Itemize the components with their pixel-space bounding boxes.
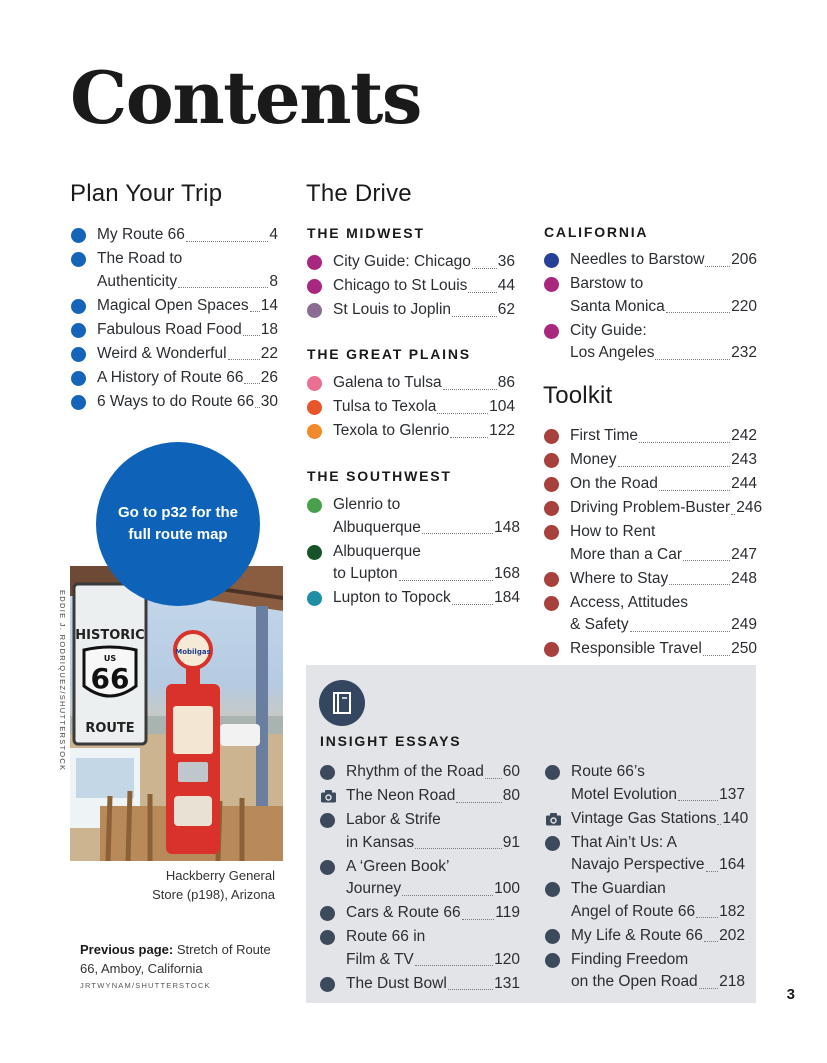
- toc-page-number: 4: [269, 226, 278, 243]
- previous-page-note: [80, 940, 280, 978]
- dot-leader: [639, 442, 730, 443]
- toc-page-number: 249: [731, 616, 757, 633]
- dot-leader: [472, 268, 497, 269]
- previous-page-text: Stretch of Route 66, Amboy, California: [80, 942, 271, 976]
- hackberry-store-photo: [70, 566, 283, 861]
- bullet-dot-icon: [307, 424, 322, 439]
- bullet-dot-icon: [71, 395, 86, 410]
- toc-entry-fabulous-road-food[interactable]: [70, 319, 278, 342]
- toc-page-number: 218: [719, 973, 745, 990]
- toc-entry-title: More than a Car: [570, 545, 682, 563]
- toc-page-number: 86: [497, 374, 515, 391]
- toc-entry-title-line1: Barstow to: [570, 275, 644, 292]
- toc-entry-the-neon-road[interactable]: [319, 785, 520, 808]
- bullet-dot-icon: [544, 525, 559, 540]
- toc-entry-tulsa-to-texola[interactable]: [306, 396, 515, 419]
- toc-page-number: 119: [495, 904, 520, 921]
- insight-essays-right-list: [544, 761, 749, 995]
- toc-entry-title-line1: Glenrio to: [333, 496, 401, 513]
- toc-entry-title: Needles to Barstow: [570, 251, 705, 268]
- plan-your-trip-list: [70, 224, 278, 415]
- bullet-dot-icon: [320, 906, 335, 921]
- toc-page-number: 242: [731, 427, 757, 444]
- bullet-dot-icon: [545, 882, 560, 897]
- toc-page-number: 14: [260, 296, 278, 314]
- toc-entry-title: Navajo Perspective: [571, 856, 705, 873]
- toc-entry-title: Motel Evolution: [571, 785, 677, 803]
- toc-entry-title-line1: How to Rent: [570, 523, 656, 540]
- toc-entry-route-66-s-motel-evolution[interactable]: [544, 761, 745, 806]
- toc-entry-title-line1: A ‘Green Book’: [346, 857, 450, 875]
- toc-entry-title-line1: Route 66’s: [571, 763, 645, 780]
- toc-page-number: 120: [494, 950, 520, 968]
- photo-caption: [115, 866, 275, 904]
- toc-entry-title: Magical Open Spaces: [97, 296, 249, 314]
- toc-entry-title: Lupton to Topock: [333, 589, 451, 606]
- dot-leader: [415, 848, 502, 849]
- toc-entry-title: to Lupton: [333, 565, 398, 582]
- sign-66-text: 66: [90, 662, 130, 695]
- bullet-dot-icon: [545, 836, 560, 851]
- dot-leader: [178, 287, 268, 288]
- bullet-dot-icon: [544, 596, 559, 611]
- toc-page-number: 206: [731, 251, 757, 268]
- toc-entry-title: Weird & Wonderful: [97, 344, 227, 362]
- dot-leader: [655, 359, 730, 360]
- toc-page-number: 44: [497, 277, 515, 294]
- photo-credit: EDDIE J. RODRIQUEZ/SHUTTERSTOCK: [58, 590, 67, 772]
- toc-entry-texola-to-glenrio[interactable]: [306, 420, 515, 443]
- toc-entry-title: First Time: [570, 427, 639, 444]
- dot-leader: [717, 824, 721, 825]
- toc-page-number: 184: [494, 589, 520, 606]
- toc-entry-the-guardian-angel-of-route-66[interactable]: [544, 878, 745, 923]
- toc-entry-title: Fabulous Road Food: [97, 320, 242, 338]
- toc-page-number: 182: [719, 902, 745, 920]
- toc-page-number: 220: [731, 297, 757, 315]
- bullet-dot-icon: [307, 545, 322, 560]
- toc-entry-title-line1: That Ain’t Us: A: [571, 833, 677, 851]
- toc-page-number: 247: [731, 545, 757, 563]
- toc-entry-title: Galena to Tulsa: [333, 374, 442, 391]
- sign-us-text: US: [103, 654, 117, 663]
- toc-entry-on-the-road[interactable]: [543, 473, 757, 496]
- toc-page-number: 248: [731, 569, 757, 587]
- toc-entry-finding-freedom-on-the-open-road[interactable]: [544, 949, 745, 994]
- toc-entry-title: Authenticity: [97, 272, 178, 290]
- dot-leader: [243, 335, 260, 336]
- toc-page-number: 100: [494, 880, 520, 897]
- page-title: Contents: [70, 55, 421, 140]
- bullet-dot-icon: [320, 930, 335, 945]
- bullet-dot-icon: [71, 252, 86, 267]
- toc-entry-money[interactable]: [543, 449, 757, 472]
- toc-entry-title: Vintage Gas Stations: [571, 809, 717, 827]
- toc-entry-st-louis-to-joplin[interactable]: [306, 299, 515, 322]
- toc-page-number: 202: [719, 926, 745, 944]
- toc-page-number: 164: [719, 856, 745, 873]
- dot-leader: [699, 988, 718, 989]
- toc-entry-title: Los Angeles: [570, 344, 655, 361]
- toc-entry-title-line1: The Road to: [97, 250, 183, 267]
- dot-leader: [422, 533, 493, 534]
- toc-page-number: 36: [497, 253, 515, 270]
- dot-leader: [696, 917, 718, 918]
- book-icon: [319, 680, 365, 726]
- toc-page-number: 243: [731, 451, 757, 468]
- toc-entry-chicago-to-st-louis[interactable]: [306, 275, 515, 298]
- toc-entry-title: Money: [570, 451, 617, 468]
- route-map-callout[interactable]: [96, 442, 260, 606]
- toc-entry-where-to-stay[interactable]: [543, 568, 757, 591]
- toc-entry-responsible-travel[interactable]: [543, 638, 757, 661]
- bullet-dot-icon: [544, 429, 559, 444]
- dot-leader: [244, 383, 259, 384]
- toc-entry-title: City Guide: Chicago: [333, 253, 471, 270]
- dot-leader: [450, 437, 488, 438]
- bullet-dot-icon: [307, 279, 322, 294]
- dot-leader: [659, 490, 730, 491]
- toc-page-number: 232: [731, 344, 757, 361]
- toc-entry-labor-strife-in-kansas[interactable]: [319, 809, 520, 854]
- toc-entry-title-line1: Finding Freedom: [571, 950, 689, 968]
- toc-entry-lupton-to-topock[interactable]: [306, 587, 520, 610]
- bullet-dot-icon: [307, 303, 322, 318]
- bullet-dot-icon: [71, 371, 86, 386]
- toc-page-number: 22: [260, 344, 278, 362]
- bullet-dot-icon: [544, 277, 559, 292]
- toc-page-number: 62: [497, 301, 515, 318]
- the-drive-heading: The Drive: [306, 180, 412, 207]
- dot-leader: [706, 871, 719, 872]
- dot-leader: [402, 895, 493, 896]
- toc-page-number: 60: [502, 763, 520, 780]
- camera-icon: [545, 812, 560, 827]
- toc-entry-title: Santa Monica: [570, 297, 665, 315]
- insight-essays-heading: INSIGHT ESSAYS: [320, 733, 462, 749]
- midwest-heading: THE MIDWEST: [307, 225, 425, 241]
- toc-entry-title-line1: Albuquerque: [333, 542, 421, 560]
- bullet-dot-icon: [544, 572, 559, 587]
- bullet-dot-icon: [545, 765, 560, 780]
- toc-entry-title: Journey: [346, 880, 402, 897]
- toc-entry-title-line1: City Guide:: [570, 321, 647, 339]
- dot-leader: [452, 604, 493, 605]
- toc-entry-title: Texola to Glenrio: [333, 422, 450, 439]
- dot-leader: [731, 514, 735, 515]
- dot-leader: [669, 584, 730, 585]
- toc-entry-my-life-route-66[interactable]: [544, 925, 745, 948]
- sign-route-text: ROUTE: [85, 721, 135, 736]
- dot-leader: [399, 580, 493, 581]
- toc-entry-title-line1: The Guardian: [571, 880, 666, 897]
- toc-entry-title: on the Open Road: [571, 973, 698, 990]
- page-number: 3: [786, 986, 795, 1003]
- dot-leader: [468, 292, 496, 293]
- toc-page-number: 26: [260, 368, 278, 386]
- toc-entry-title-line1: Labor & Strife: [346, 811, 441, 828]
- midwest-list: [306, 251, 515, 323]
- toc-page-number: 250: [731, 640, 757, 657]
- pump-globe-text: Mobilgas: [175, 648, 211, 656]
- dot-leader: [678, 800, 718, 801]
- dot-leader: [683, 560, 730, 561]
- bullet-dot-icon: [545, 929, 560, 944]
- toc-page-number: 140: [722, 809, 749, 827]
- toc-entry-barstow-to-santa-monica[interactable]: [543, 273, 757, 318]
- toc-entry-title: Film & TV: [346, 950, 414, 968]
- toc-entry-title-line1: Access, Attitudes: [570, 593, 689, 611]
- bullet-dot-icon: [544, 324, 559, 339]
- toc-entry-route-66-in-film-tv[interactable]: [319, 926, 520, 971]
- bullet-dot-icon: [71, 228, 86, 243]
- toc-entry-albuquerque-to-lupton[interactable]: [306, 541, 520, 586]
- toc-entry-title: Rhythm of the Road: [346, 763, 484, 780]
- toc-entry-title: 6 Ways to do Route 66: [97, 392, 255, 410]
- toc-page-number: 18: [260, 320, 278, 338]
- sign-historic-text: HISTORIC: [75, 628, 145, 643]
- toc-entry-title: The Dust Bowl: [346, 974, 447, 992]
- dot-leader: [666, 312, 730, 313]
- toc-entry-title: My Route 66: [97, 226, 185, 243]
- dot-leader: [448, 989, 493, 990]
- toc-entry-title: Angel of Route 66: [571, 902, 696, 920]
- toc-page-number: 122: [489, 422, 515, 439]
- toc-entry-title: Chicago to St Louis: [333, 277, 468, 294]
- dot-leader: [630, 631, 731, 632]
- bullet-dot-icon: [307, 400, 322, 415]
- toc-entry-galena-to-tulsa[interactable]: [306, 372, 515, 395]
- california-heading: CALIFORNIA: [544, 224, 649, 240]
- dot-leader: [705, 266, 730, 267]
- toc-entry-the-dust-bowl[interactable]: [319, 973, 520, 996]
- bullet-dot-icon: [71, 347, 86, 362]
- toc-entry-rhythm-of-the-road[interactable]: [319, 761, 520, 784]
- bullet-dot-icon: [307, 255, 322, 270]
- toc-entry-needles-to-barstow[interactable]: [543, 249, 757, 272]
- california-list: [543, 249, 757, 366]
- toc-page-number: 30: [260, 392, 278, 410]
- bullet-dot-icon: [307, 498, 322, 513]
- bullet-dot-icon: [544, 642, 559, 657]
- dot-leader: [255, 407, 260, 408]
- toc-entry-title: Responsible Travel: [570, 640, 702, 657]
- toc-entry-glenrio-to-albuquerque[interactable]: [306, 494, 520, 539]
- photo-caption-line1: Hackberry General: [165, 868, 275, 883]
- dot-leader: [443, 389, 497, 390]
- photo-caption-line2: Store (p198), Arizona: [152, 887, 275, 902]
- great-plains-heading: THE GREAT PLAINS: [307, 346, 471, 362]
- toc-entry-weird-wonderful[interactable]: [70, 343, 278, 366]
- dot-leader: [415, 965, 493, 966]
- bullet-dot-icon: [544, 477, 559, 492]
- dot-leader: [228, 359, 260, 360]
- toc-entry-city-guide-los-angeles[interactable]: [543, 320, 757, 365]
- toc-entry-title: The Neon Road: [346, 787, 456, 804]
- bullet-dot-icon: [320, 977, 335, 992]
- toc-page-number: 244: [731, 475, 757, 492]
- bullet-dot-icon: [544, 253, 559, 268]
- toc-page-number: 246: [736, 499, 763, 516]
- toc-page-number: 168: [494, 565, 520, 582]
- toc-entry-6-ways-to-do-route-66[interactable]: [70, 391, 278, 414]
- toc-page-number: 104: [489, 398, 515, 415]
- toc-entry-the-road-to-authenticity[interactable]: [70, 248, 278, 293]
- toc-page-number: 8: [269, 272, 278, 290]
- bullet-dot-icon: [545, 953, 560, 968]
- toc-entry-title: & Safety: [570, 616, 629, 633]
- dot-leader: [703, 655, 730, 656]
- toc-entry-title: Driving Problem-Buster: [570, 499, 731, 516]
- toc-entry-title-line1: Route 66 in: [346, 928, 426, 945]
- toc-entry-title: Albuquerque: [333, 518, 421, 536]
- toc-entry-my-route-66[interactable]: [70, 224, 278, 247]
- dot-leader: [485, 778, 502, 779]
- toc-entry-title: My Life & Route 66: [571, 926, 703, 944]
- bullet-dot-icon: [71, 323, 86, 338]
- bullet-dot-icon: [544, 453, 559, 468]
- bullet-dot-icon: [307, 591, 322, 606]
- toc-entry-title: Cars & Route 66: [346, 904, 461, 921]
- toc-entry-title: in Kansas: [346, 833, 415, 851]
- toc-entry-title: On the Road: [570, 475, 658, 492]
- toc-entry-driving-problem-buster[interactable]: [543, 497, 763, 520]
- southwest-list: [306, 494, 520, 611]
- dot-leader: [456, 802, 501, 803]
- southwest-heading: THE SOUTHWEST: [307, 468, 452, 484]
- toc-page-number: 137: [719, 785, 745, 803]
- toc-entry-title: Where to Stay: [570, 569, 669, 587]
- toolkit-list: [543, 425, 763, 662]
- toc-entry-magical-open-spaces[interactable]: [70, 295, 278, 318]
- toc-entry-that-ain-t-us-a-navajo-perspective[interactable]: [544, 832, 745, 877]
- bullet-dot-icon: [307, 376, 322, 391]
- dot-leader: [452, 316, 497, 317]
- bullet-dot-icon: [320, 765, 335, 780]
- dot-leader: [437, 413, 488, 414]
- previous-page-credit: JRTWYNAM/SHUTTERSTOCK: [80, 981, 211, 990]
- bullet-dot-icon: [71, 299, 86, 314]
- toc-page-number: 80: [502, 787, 520, 804]
- toc-entry-title: Tulsa to Texola: [333, 398, 437, 415]
- toc-entry-cars-route-66[interactable]: [319, 902, 520, 925]
- previous-page-label: Previous page:: [80, 942, 174, 957]
- toc-entry-a-green-book-journey[interactable]: [319, 856, 520, 901]
- bullet-dot-icon: [544, 501, 559, 516]
- toc-page-number: 148: [494, 518, 520, 536]
- toolkit-heading: Toolkit: [543, 382, 613, 409]
- dot-leader: [186, 241, 268, 242]
- toc-page-number: 131: [494, 974, 520, 992]
- route-map-callout-text: Go to p32 for the full route map: [118, 504, 238, 543]
- great-plains-list: [306, 372, 515, 444]
- toc-entry-a-history-of-route-66[interactable]: [70, 367, 278, 390]
- toc-entry-first-time[interactable]: [543, 425, 757, 448]
- toc-entry-vintage-gas-stations[interactable]: [544, 808, 749, 831]
- plan-your-trip-heading: Plan Your Trip: [70, 180, 223, 207]
- toc-entry-city-guide-chicago[interactable]: [306, 251, 515, 274]
- toc-entry-title: A History of Route 66: [97, 368, 244, 386]
- toc-entry-how-to-rent-more-than-a-car[interactable]: [543, 521, 757, 566]
- dot-leader: [462, 919, 495, 920]
- dot-leader: [618, 466, 731, 467]
- dot-leader: [704, 941, 718, 942]
- camera-icon: [320, 789, 335, 804]
- bullet-dot-icon: [320, 860, 335, 875]
- toc-entry-title: St Louis to Joplin: [333, 301, 452, 318]
- toc-page-number: 91: [502, 833, 520, 851]
- bullet-dot-icon: [320, 813, 335, 828]
- insight-essays-left-list: [319, 761, 520, 997]
- dot-leader: [250, 311, 260, 312]
- toc-entry-access-attitudes-safety[interactable]: [543, 592, 757, 637]
